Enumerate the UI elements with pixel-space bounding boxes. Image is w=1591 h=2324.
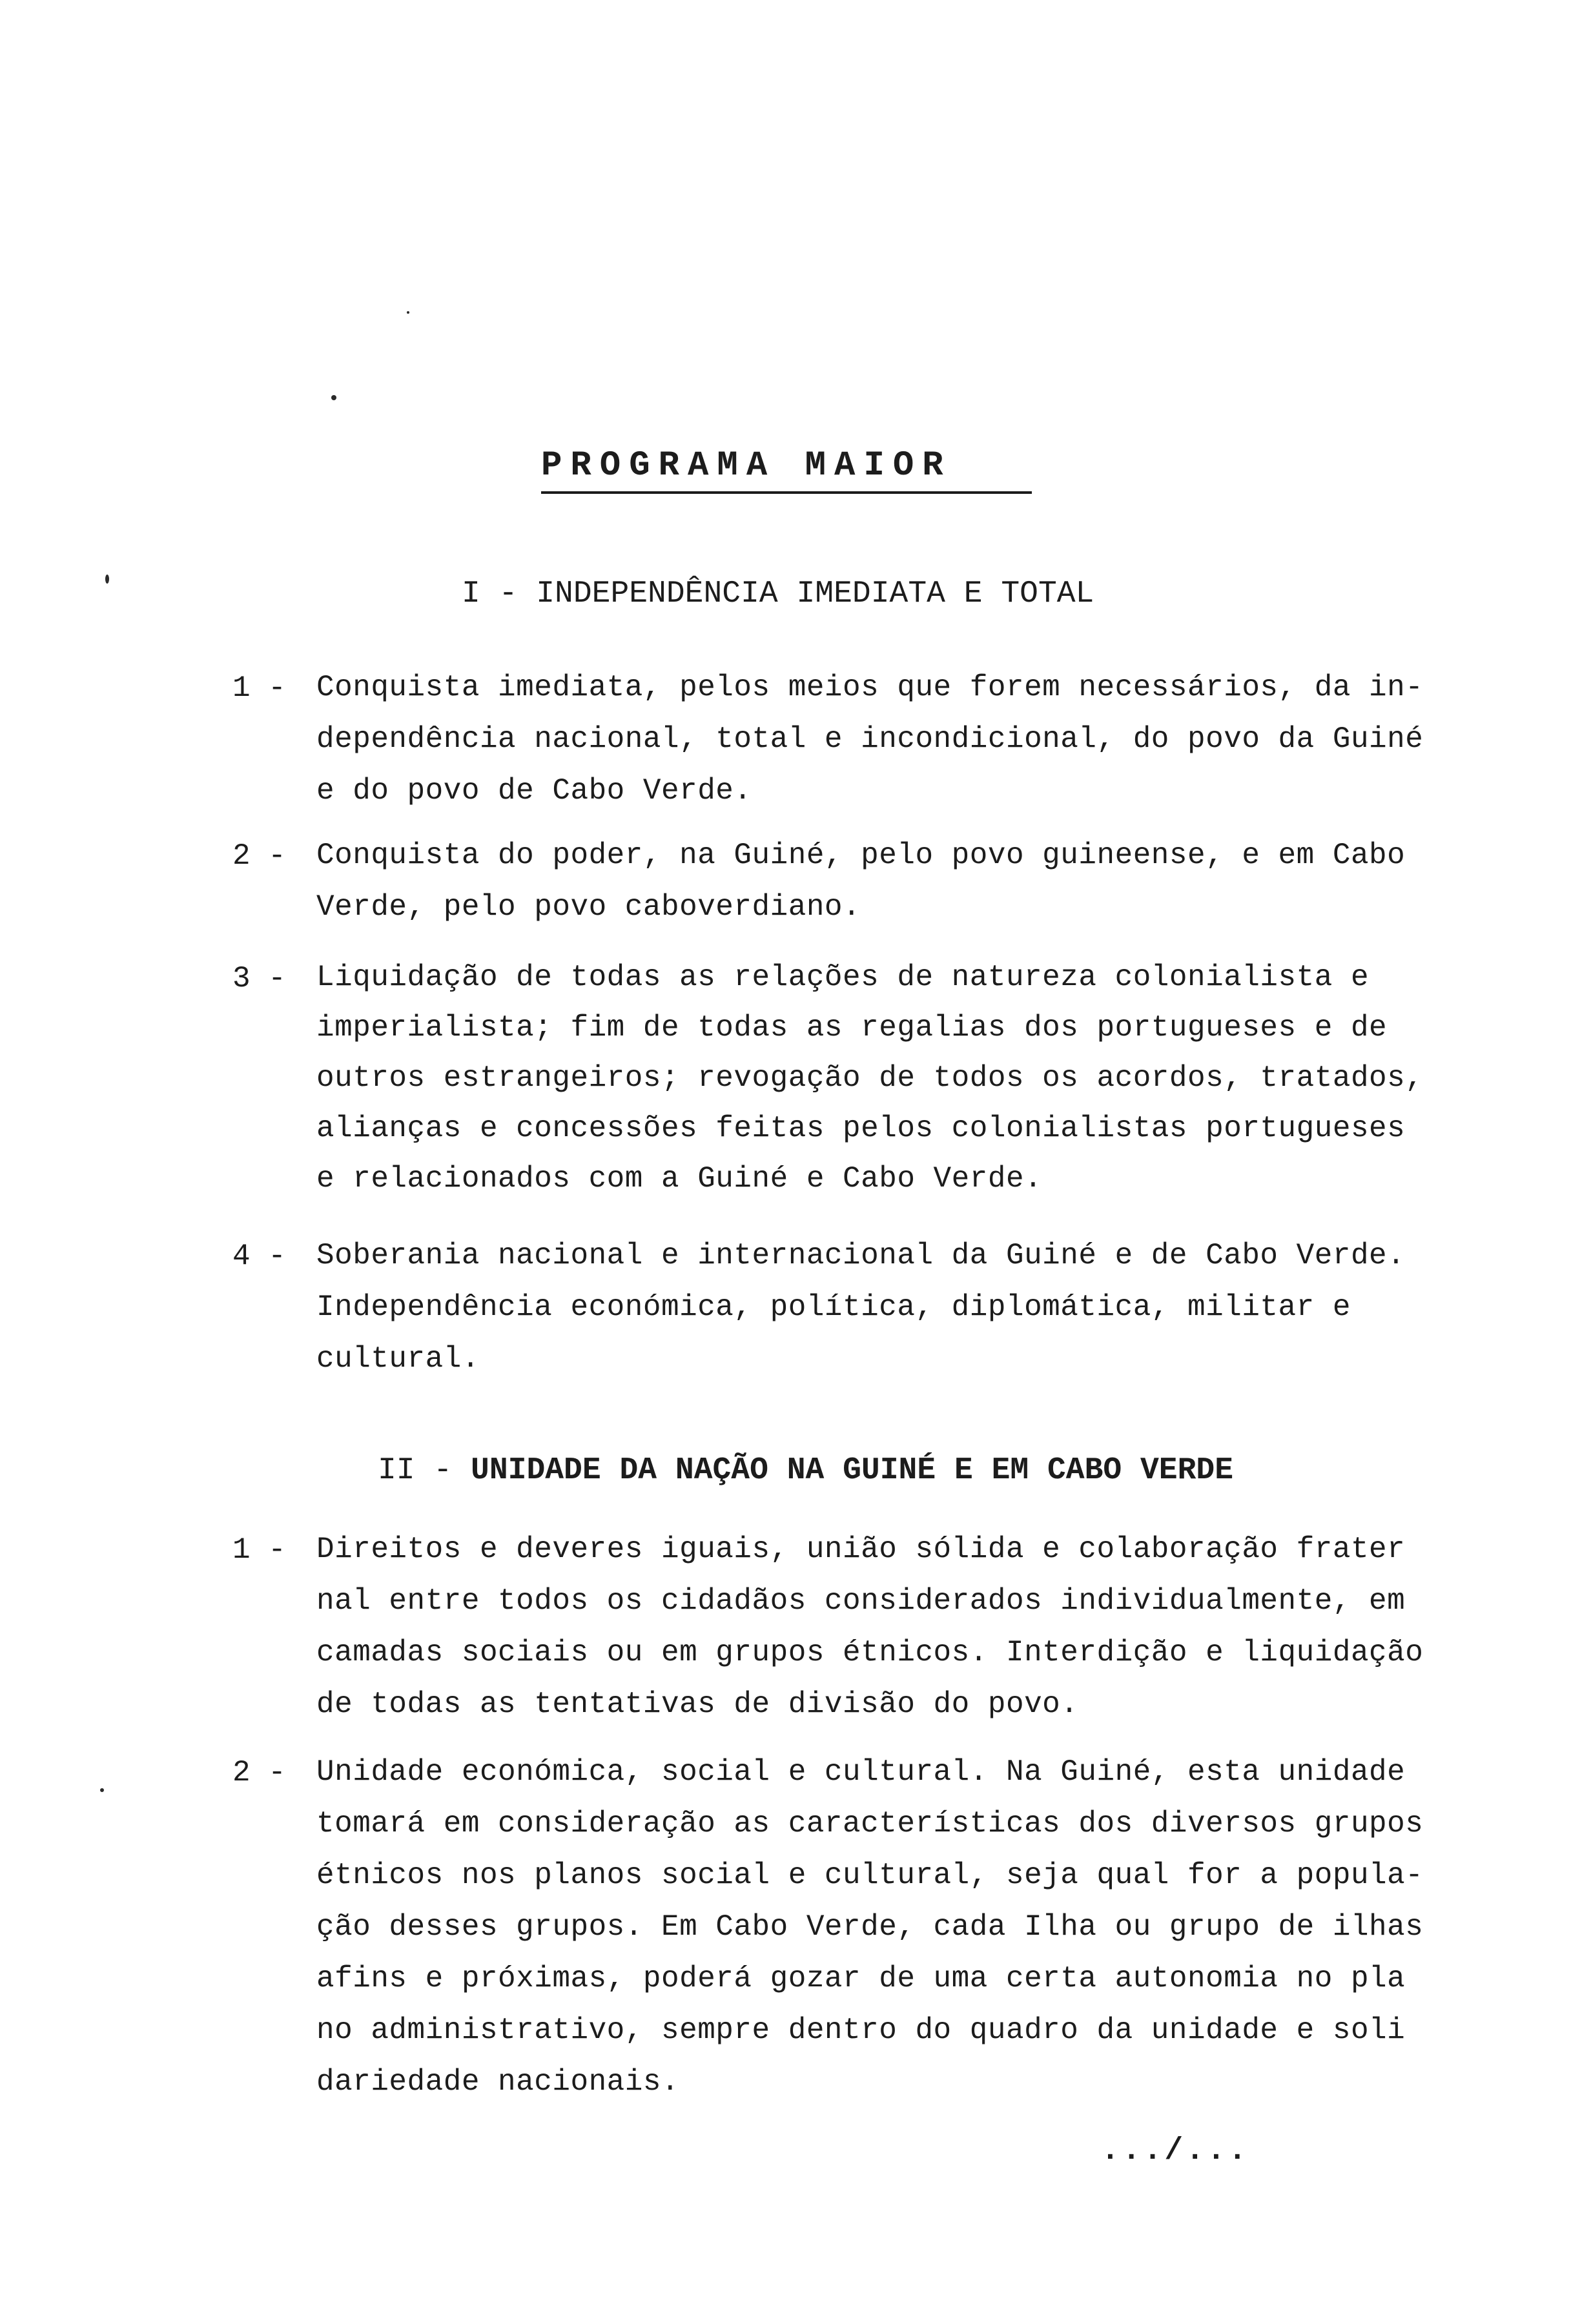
text-line: afins e próximas, poderá gozar de uma certa autonomia no pla <box>316 1962 1406 1995</box>
text-line: Independência económica, política, diplomática, militar e <box>316 1290 1351 1324</box>
text-line: Conquista do poder, na Guiné, pelo povo guineense, e em Cabo <box>316 839 1406 872</box>
text-line: camadas sociais ou em grupos étnicos. Interdição e liquidação <box>316 1636 1424 1669</box>
text-line: Soberania nacional e internacional da Guiné e de Cabo Verde. <box>316 1239 1406 1272</box>
text-line: e relacionados com a Guiné e Cabo Verde. <box>316 1162 1043 1196</box>
text-line: Verde, pelo povo caboverdiano. <box>316 890 861 924</box>
text-line: dependência nacional, total e incondicional, do povo da Guiné <box>316 722 1424 756</box>
scan-speck <box>100 1788 104 1792</box>
text-line: dariedade nacionais. <box>316 2065 680 2099</box>
scan-speck <box>407 311 409 314</box>
text-line: Liquidação de todas as relações de natureza colonialista e <box>316 961 1370 994</box>
document-title: PROGRAMA MAIOR <box>541 445 1032 494</box>
section-2-heading-title: UNIDADE DA NAÇÃO NA GUINÉ E EM CABO VERDE <box>471 1453 1234 1488</box>
text-line: cultural. <box>316 1342 480 1376</box>
text-line: tomará em consideração as características dos diversos grupos <box>316 1807 1424 1840</box>
text-line: Unidade económica, social e cultural. Na Guiné, esta unidade <box>316 1755 1406 1789</box>
text-line: e do povo de Cabo Verde. <box>316 774 752 808</box>
item-number: 3 - <box>232 962 286 995</box>
item-text <box>316 952 1482 1204</box>
item-number: 4 - <box>232 1239 286 1273</box>
item-text <box>316 1230 1482 1385</box>
text-line: de todas as tentativas de divisão do povo. <box>316 1687 1079 1721</box>
item-number: 1 - <box>232 671 286 705</box>
scan-speck <box>105 575 109 584</box>
item-number: 1 - <box>232 1533 286 1567</box>
section-2-heading-number: II - <box>378 1453 471 1488</box>
text-line: no administrativo, sempre dentro do quadro da unidade e soli <box>316 2013 1406 2047</box>
item-text <box>316 662 1482 817</box>
text-line: ção desses grupos. Em Cabo Verde, cada Ilha ou grupo de ilhas <box>316 1910 1424 1944</box>
section-1-heading: I - INDEPENDÊNCIA IMEDIATA E TOTAL <box>462 576 1094 611</box>
text-line: alianças e concessões feitas pelos colonialistas portugueses <box>316 1112 1406 1145</box>
text-line: imperialista; fim de todas as regalias dos portugueses e de <box>316 1011 1388 1045</box>
item-text <box>316 1524 1482 1730</box>
text-line: nal entre todos os cidadãos considerados individualmente, em <box>316 1584 1406 1618</box>
item-number: 2 - <box>232 1756 286 1789</box>
section-2-heading <box>378 1452 1233 1490</box>
scan-speck <box>331 395 336 400</box>
text-line: Conquista imediata, pelos meios que forem necessários, da in- <box>316 671 1424 704</box>
item-text <box>316 830 1482 933</box>
item-number: 2 - <box>232 839 286 873</box>
continuation-mark: .../... <box>1101 2134 1249 2168</box>
text-line: outros estrangeiros; revogação de todos os acordos, tratados, <box>316 1061 1424 1095</box>
item-text <box>316 1746 1482 2108</box>
text-line: étnicos nos planos social e cultural, seja qual for a popula- <box>316 1859 1424 1892</box>
text-line: Direitos e deveres iguais, união sólida e colaboração frater <box>316 1533 1406 1566</box>
